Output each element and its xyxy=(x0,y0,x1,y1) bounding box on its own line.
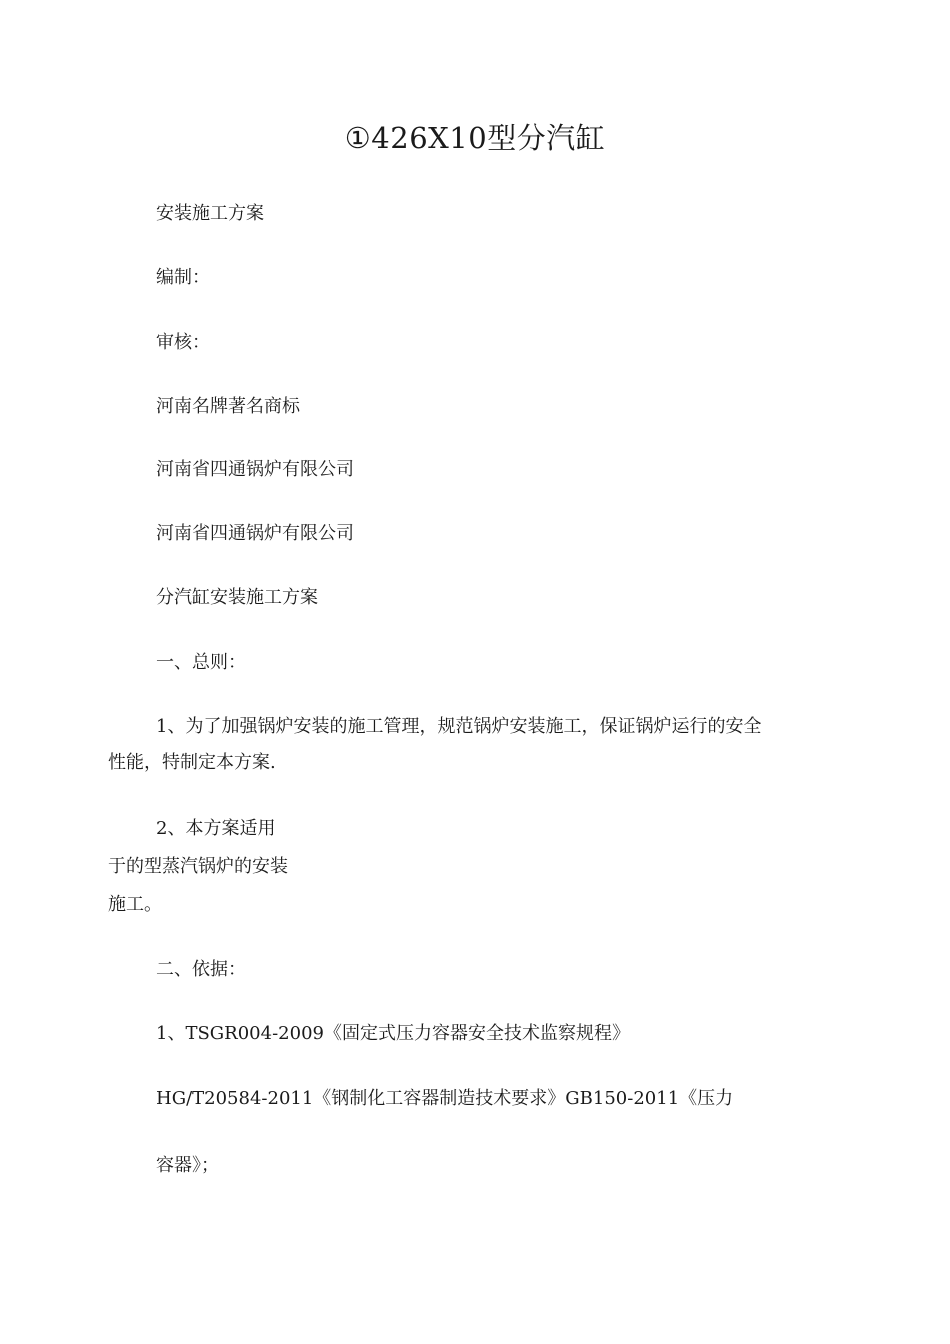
plan-title: 分汽缸安装施工方案 xyxy=(156,587,318,608)
section-2-item-2: HG/T20584-2011《钢制化工容器制造技术要求》GB150-2011《压力 xyxy=(156,1088,734,1109)
company-name-2: 河南省四通锅炉有限公司 xyxy=(156,523,354,544)
section-2-item-3: 容器》； xyxy=(156,1155,219,1176)
section-1-item-2-line-2: 于的型蒸汽锅炉的安装 xyxy=(108,856,288,877)
company-name-1: 河南省四通锅炉有限公司 xyxy=(156,459,354,480)
section-1-item-1-line-2: 性能，特制定本方案. xyxy=(108,752,276,773)
section-1-item-2-line-1: 2、本方案适用 xyxy=(156,818,276,839)
section-1-item-1-line-1: 1、为了加强锅炉安装的施工管理，规范锅炉安装施工，保证锅炉运行的安全 xyxy=(156,716,762,737)
brand-line: 河南名牌著名商标 xyxy=(156,396,300,417)
compiled-by-label: 编制： xyxy=(156,267,210,288)
section-1-item-2-line-3: 施工。 xyxy=(108,894,162,915)
document-title: ①426X10型分汽缸 xyxy=(344,121,606,155)
section-2-item-1: 1、TSGR004-2009《固定式压力容器安全技术监察规程》 xyxy=(156,1023,630,1044)
section-2-heading: 二、依据： xyxy=(156,959,246,980)
document-subtitle: 安装施工方案 xyxy=(156,203,264,224)
reviewed-by-label: 审核： xyxy=(156,332,210,353)
section-1-heading: 一、总则： xyxy=(156,652,246,673)
